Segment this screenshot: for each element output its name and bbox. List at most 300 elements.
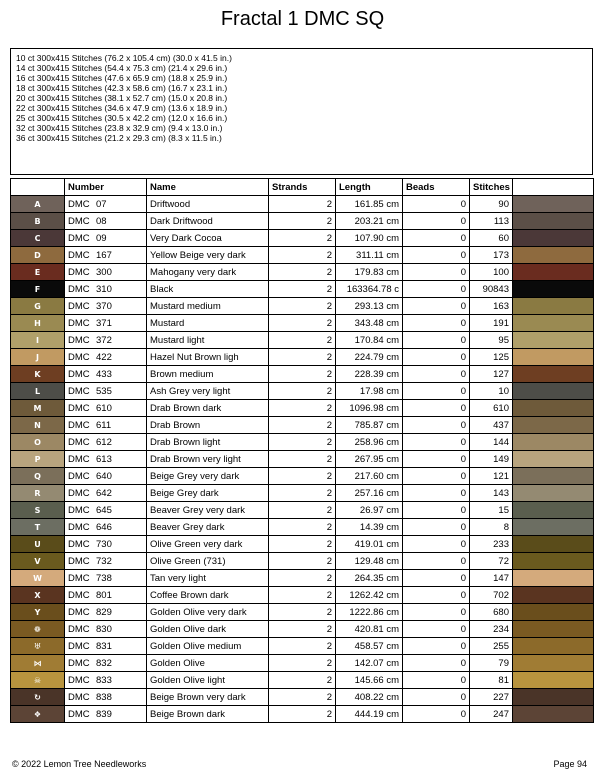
- thread-code: 839: [96, 708, 112, 720]
- beads-cell: 0: [403, 604, 470, 621]
- symbol-cell: U: [11, 536, 65, 553]
- thread-brand: DMC: [68, 436, 90, 448]
- thread-name-cell: Ash Grey very light: [147, 383, 269, 400]
- length-cell: 420.81 cm: [336, 621, 403, 638]
- table-row: [11, 468, 594, 485]
- beads-cell: 0: [403, 672, 470, 689]
- thread-brand: DMC: [68, 555, 90, 567]
- beads-cell: 0: [403, 570, 470, 587]
- beads-cell: 0: [403, 247, 470, 264]
- copyright-notice: © 2022 Lemon Tree Needleworks: [12, 759, 147, 769]
- strands-cell: 2: [269, 553, 336, 570]
- stitches-cell: 121: [470, 468, 513, 485]
- beads-cell: 0: [403, 196, 470, 213]
- strands-cell: 2: [269, 315, 336, 332]
- symbol-cell: H: [11, 315, 65, 332]
- thread-number-cell: [65, 587, 147, 604]
- color-swatch: [513, 264, 594, 281]
- thread-name-cell: Yellow Beige very dark: [147, 247, 269, 264]
- strands-cell: 2: [269, 281, 336, 298]
- thread-name-cell: Beaver Grey very dark: [147, 502, 269, 519]
- symbol-cell: P: [11, 451, 65, 468]
- table-row: [11, 502, 594, 519]
- thread-number-cell: [65, 451, 147, 468]
- thread-code: 732: [96, 555, 112, 567]
- thread-code: 613: [96, 453, 112, 465]
- thread-code: 09: [96, 232, 107, 244]
- length-cell: 257.16 cm: [336, 485, 403, 502]
- fabric-size-list: [10, 48, 593, 175]
- thread-code: 433: [96, 368, 112, 380]
- fabric-size-line: 36 ct 300x415 Stitches (21.2 x 29.3 cm) (8.3 x 11.5 in.): [16, 133, 222, 143]
- color-swatch: [513, 485, 594, 502]
- thread-code: 646: [96, 521, 112, 533]
- thread-code: 832: [96, 657, 112, 669]
- length-cell: 311.11 cm: [336, 247, 403, 264]
- symbol-cell: ❖: [11, 706, 65, 723]
- strands-cell: 2: [269, 332, 336, 349]
- thread-code: 610: [96, 402, 112, 414]
- stitches-cell: 72: [470, 553, 513, 570]
- symbol-cell: K: [11, 366, 65, 383]
- thread-code: 167: [96, 249, 112, 261]
- thread-name-cell: Beige Brown very dark: [147, 689, 269, 706]
- thread-name-cell: Beige Grey dark: [147, 485, 269, 502]
- table-row: [11, 281, 594, 298]
- table-row: [11, 655, 594, 672]
- symbol-cell: I: [11, 332, 65, 349]
- thread-number-cell: [65, 383, 147, 400]
- strands-cell: 2: [269, 672, 336, 689]
- stitches-cell: 81: [470, 672, 513, 689]
- thread-number-cell: [65, 689, 147, 706]
- fabric-size-line: 16 ct 300x415 Stitches (47.6 x 65.9 cm) (18.8 x 25.9 in.): [16, 73, 228, 83]
- thread-code: 300: [96, 266, 112, 278]
- thread-brand: DMC: [68, 419, 90, 431]
- thread-code: 372: [96, 334, 112, 346]
- beads-cell: 0: [403, 587, 470, 604]
- strands-cell: 2: [269, 638, 336, 655]
- beads-cell: 0: [403, 383, 470, 400]
- length-cell: 343.48 cm: [336, 315, 403, 332]
- fabric-size-line: 32 ct 300x415 Stitches (23.8 x 32.9 cm) (9.4 x 13.0 in.): [16, 123, 223, 133]
- thread-code: 371: [96, 317, 112, 329]
- strands-cell: 2: [269, 706, 336, 723]
- thread-number-cell: [65, 315, 147, 332]
- stitches-cell: 163: [470, 298, 513, 315]
- color-swatch: [513, 281, 594, 298]
- header-length: Length: [336, 179, 403, 196]
- beads-cell: 0: [403, 638, 470, 655]
- page-number: Page 94: [553, 759, 587, 769]
- length-cell: 264.35 cm: [336, 570, 403, 587]
- thread-brand: DMC: [68, 317, 90, 329]
- thread-number-cell: [65, 417, 147, 434]
- symbol-cell: G: [11, 298, 65, 315]
- thread-legend-table: [10, 178, 594, 723]
- thread-code: 831: [96, 640, 112, 652]
- strands-cell: 2: [269, 417, 336, 434]
- beads-cell: 0: [403, 298, 470, 315]
- thread-name-cell: Black: [147, 281, 269, 298]
- thread-brand: DMC: [68, 334, 90, 346]
- length-cell: 179.83 cm: [336, 264, 403, 281]
- header-stitches: Stitches: [470, 179, 513, 196]
- beads-cell: 0: [403, 689, 470, 706]
- table-row: [11, 519, 594, 536]
- table-header-row: [11, 179, 594, 196]
- stitches-cell: 127: [470, 366, 513, 383]
- thread-number-cell: [65, 468, 147, 485]
- color-swatch: [513, 315, 594, 332]
- fabric-size-line: 14 ct 300x415 Stitches (54.4 x 75.3 cm) (21.4 x 29.6 in.): [16, 63, 228, 73]
- table-row: [11, 383, 594, 400]
- color-swatch: [513, 213, 594, 230]
- color-swatch: [513, 417, 594, 434]
- thread-name-cell: Mustard medium: [147, 298, 269, 315]
- length-cell: 163364.78 c: [336, 281, 403, 298]
- beads-cell: 0: [403, 417, 470, 434]
- beads-cell: 0: [403, 485, 470, 502]
- thread-number-cell: [65, 264, 147, 281]
- header-name: Name: [147, 179, 269, 196]
- beads-cell: 0: [403, 434, 470, 451]
- color-swatch: [513, 196, 594, 213]
- thread-name-cell: Tan very light: [147, 570, 269, 587]
- color-swatch: [513, 655, 594, 672]
- color-swatch: [513, 638, 594, 655]
- thread-code: 730: [96, 538, 112, 550]
- thread-name-cell: Golden Olive very dark: [147, 604, 269, 621]
- thread-brand: DMC: [68, 691, 90, 703]
- thread-brand: DMC: [68, 368, 90, 380]
- thread-code: 612: [96, 436, 112, 448]
- table-row: [11, 213, 594, 230]
- thread-name-cell: Beige Grey very dark: [147, 468, 269, 485]
- thread-number-cell: [65, 332, 147, 349]
- thread-brand: DMC: [68, 521, 90, 533]
- length-cell: 267.95 cm: [336, 451, 403, 468]
- thread-brand: DMC: [68, 487, 90, 499]
- strands-cell: 2: [269, 604, 336, 621]
- thread-brand: DMC: [68, 385, 90, 397]
- strands-cell: 2: [269, 570, 336, 587]
- thread-brand: DMC: [68, 606, 90, 618]
- thread-brand: DMC: [68, 470, 90, 482]
- length-cell: 161.85 cm: [336, 196, 403, 213]
- stitches-cell: 233: [470, 536, 513, 553]
- stitches-cell: 60: [470, 230, 513, 247]
- length-cell: 293.13 cm: [336, 298, 403, 315]
- thread-name-cell: Golden Olive medium: [147, 638, 269, 655]
- strands-cell: 2: [269, 298, 336, 315]
- thread-number-cell: [65, 655, 147, 672]
- symbol-cell: ⋈: [11, 655, 65, 672]
- table-row: [11, 230, 594, 247]
- stitches-cell: 149: [470, 451, 513, 468]
- thread-number-cell: [65, 621, 147, 638]
- stitches-cell: 90: [470, 196, 513, 213]
- thread-brand: DMC: [68, 504, 90, 516]
- stitches-cell: 255: [470, 638, 513, 655]
- thread-code: 738: [96, 572, 112, 584]
- fabric-size-line: 25 ct 300x415 Stitches (30.5 x 42.2 cm) (12.0 x 16.6 in.): [16, 113, 228, 123]
- length-cell: 458.57 cm: [336, 638, 403, 655]
- table-row: [11, 451, 594, 468]
- thread-number-cell: [65, 553, 147, 570]
- stitches-cell: 125: [470, 349, 513, 366]
- strands-cell: 2: [269, 434, 336, 451]
- table-row: [11, 349, 594, 366]
- thread-brand: DMC: [68, 266, 90, 278]
- thread-name-cell: Beaver Grey dark: [147, 519, 269, 536]
- color-swatch: [513, 247, 594, 264]
- fabric-size-line: 10 ct 300x415 Stitches (76.2 x 105.4 cm) (30.0 x 41.5 in.): [16, 53, 232, 63]
- thread-brand: DMC: [68, 572, 90, 584]
- beads-cell: 0: [403, 519, 470, 536]
- color-swatch: [513, 604, 594, 621]
- symbol-cell: S: [11, 502, 65, 519]
- beads-cell: 0: [403, 366, 470, 383]
- symbol-cell: L: [11, 383, 65, 400]
- length-cell: 107.90 cm: [336, 230, 403, 247]
- thread-number-cell: [65, 247, 147, 264]
- thread-brand: DMC: [68, 198, 90, 210]
- symbol-cell: ♅: [11, 638, 65, 655]
- thread-brand: DMC: [68, 453, 90, 465]
- strands-cell: 2: [269, 400, 336, 417]
- thread-name-cell: Golden Olive light: [147, 672, 269, 689]
- stitches-cell: 173: [470, 247, 513, 264]
- thread-code: 640: [96, 470, 112, 482]
- strands-cell: 2: [269, 519, 336, 536]
- table-row: [11, 264, 594, 281]
- symbol-cell: J: [11, 349, 65, 366]
- length-cell: 14.39 cm: [336, 519, 403, 536]
- thread-code: 310: [96, 283, 112, 295]
- thread-number-cell: [65, 349, 147, 366]
- thread-brand: DMC: [68, 657, 90, 669]
- strands-cell: 2: [269, 213, 336, 230]
- table-row: [11, 366, 594, 383]
- beads-cell: 0: [403, 213, 470, 230]
- color-swatch: [513, 383, 594, 400]
- thread-name-cell: Drab Brown light: [147, 434, 269, 451]
- stitches-cell: 113: [470, 213, 513, 230]
- beads-cell: 0: [403, 349, 470, 366]
- beads-cell: 0: [403, 264, 470, 281]
- symbol-cell: V: [11, 553, 65, 570]
- strands-cell: 2: [269, 621, 336, 638]
- thread-number-cell: [65, 213, 147, 230]
- fabric-size-line: 22 ct 300x415 Stitches (34.6 x 47.9 cm) (13.6 x 18.9 in.): [16, 103, 228, 113]
- thread-brand: DMC: [68, 402, 90, 414]
- thread-brand: DMC: [68, 249, 90, 261]
- symbol-cell: D: [11, 247, 65, 264]
- length-cell: 1096.98 cm: [336, 400, 403, 417]
- color-swatch: [513, 451, 594, 468]
- length-cell: 408.22 cm: [336, 689, 403, 706]
- thread-number-cell: [65, 400, 147, 417]
- color-swatch: [513, 621, 594, 638]
- symbol-cell: Y: [11, 604, 65, 621]
- color-swatch: [513, 434, 594, 451]
- symbol-cell: C: [11, 230, 65, 247]
- thread-name-cell: Golden Olive dark: [147, 621, 269, 638]
- table-row: [11, 247, 594, 264]
- strands-cell: 2: [269, 264, 336, 281]
- table-row: [11, 604, 594, 621]
- table-row: [11, 672, 594, 689]
- thread-brand: DMC: [68, 538, 90, 550]
- thread-code: 642: [96, 487, 112, 499]
- thread-code: 838: [96, 691, 112, 703]
- header-strands: Strands: [269, 179, 336, 196]
- length-cell: 129.48 cm: [336, 553, 403, 570]
- beads-cell: 0: [403, 553, 470, 570]
- thread-code: 370: [96, 300, 112, 312]
- stitches-cell: 680: [470, 604, 513, 621]
- stitches-cell: 8: [470, 519, 513, 536]
- fabric-size-line: 20 ct 300x415 Stitches (38.1 x 52.7 cm) (15.0 x 20.8 in.): [16, 93, 228, 103]
- fabric-size-line: 18 ct 300x415 Stitches (42.3 x 58.6 cm) (16.7 x 23.1 in.): [16, 83, 228, 93]
- strands-cell: 2: [269, 689, 336, 706]
- thread-number-cell: [65, 298, 147, 315]
- thread-name-cell: Drab Brown very light: [147, 451, 269, 468]
- thread-brand: DMC: [68, 351, 90, 363]
- thread-name-cell: Beige Brown dark: [147, 706, 269, 723]
- thread-number-cell: [65, 485, 147, 502]
- color-swatch: [513, 570, 594, 587]
- stitches-cell: 95: [470, 332, 513, 349]
- strands-cell: 2: [269, 366, 336, 383]
- length-cell: 785.87 cm: [336, 417, 403, 434]
- symbol-cell: ☠: [11, 672, 65, 689]
- symbol-cell: E: [11, 264, 65, 281]
- table-row: [11, 298, 594, 315]
- table-row: [11, 587, 594, 604]
- thread-number-cell: [65, 672, 147, 689]
- thread-brand: DMC: [68, 300, 90, 312]
- thread-code: 829: [96, 606, 112, 618]
- thread-code: 611: [96, 419, 112, 431]
- beads-cell: 0: [403, 655, 470, 672]
- symbol-cell: A: [11, 196, 65, 213]
- color-swatch: [513, 400, 594, 417]
- thread-name-cell: Olive Green very dark: [147, 536, 269, 553]
- stitches-cell: 100: [470, 264, 513, 281]
- color-swatch: [513, 519, 594, 536]
- strands-cell: 2: [269, 230, 336, 247]
- length-cell: 1262.42 cm: [336, 587, 403, 604]
- stitches-cell: 90843: [470, 281, 513, 298]
- table-row: [11, 485, 594, 502]
- thread-code: 422: [96, 351, 112, 363]
- length-cell: 17.98 cm: [336, 383, 403, 400]
- page-title: Fractal 1 DMC SQ: [220, 8, 385, 30]
- thread-code: 830: [96, 623, 112, 635]
- table-row: [11, 332, 594, 349]
- length-cell: 142.07 cm: [336, 655, 403, 672]
- table-row: [11, 638, 594, 655]
- length-cell: 26.97 cm: [336, 502, 403, 519]
- header-number: Number: [65, 179, 147, 196]
- thread-name-cell: Dark Driftwood: [147, 213, 269, 230]
- thread-name-cell: Coffee Brown dark: [147, 587, 269, 604]
- thread-name-cell: Very Dark Cocoa: [147, 230, 269, 247]
- thread-number-cell: [65, 706, 147, 723]
- strands-cell: 2: [269, 587, 336, 604]
- thread-number-cell: [65, 281, 147, 298]
- strands-cell: 2: [269, 247, 336, 264]
- table-row: [11, 434, 594, 451]
- color-swatch: [513, 706, 594, 723]
- thread-code: 801: [96, 589, 112, 601]
- thread-number-cell: [65, 536, 147, 553]
- thread-number-cell: [65, 502, 147, 519]
- symbol-cell: X: [11, 587, 65, 604]
- thread-code: 645: [96, 504, 112, 516]
- table-row: [11, 196, 594, 213]
- thread-name-cell: Olive Green (731): [147, 553, 269, 570]
- thread-brand: DMC: [68, 232, 90, 244]
- color-swatch: [513, 587, 594, 604]
- thread-brand: DMC: [68, 589, 90, 601]
- symbol-cell: F: [11, 281, 65, 298]
- stitches-cell: 147: [470, 570, 513, 587]
- length-cell: 170.84 cm: [336, 332, 403, 349]
- thread-name-cell: Mahogany very dark: [147, 264, 269, 281]
- stitches-cell: 79: [470, 655, 513, 672]
- table-row: [11, 570, 594, 587]
- strands-cell: 2: [269, 468, 336, 485]
- thread-name-cell: Mustard light: [147, 332, 269, 349]
- symbol-cell: N: [11, 417, 65, 434]
- length-cell: 419.01 cm: [336, 536, 403, 553]
- strands-cell: 2: [269, 383, 336, 400]
- table-row: [11, 417, 594, 434]
- stitches-cell: 702: [470, 587, 513, 604]
- beads-cell: 0: [403, 332, 470, 349]
- beads-cell: 0: [403, 451, 470, 468]
- thread-name-cell: Hazel Nut Brown ligh: [147, 349, 269, 366]
- symbol-cell: B: [11, 213, 65, 230]
- thread-brand: DMC: [68, 623, 90, 635]
- color-swatch: [513, 672, 594, 689]
- stitches-cell: 191: [470, 315, 513, 332]
- thread-number-cell: [65, 519, 147, 536]
- table-row: [11, 315, 594, 332]
- symbol-cell: Q: [11, 468, 65, 485]
- thread-name-cell: Drab Brown dark: [147, 400, 269, 417]
- stitches-cell: 234: [470, 621, 513, 638]
- thread-name-cell: Drab Brown: [147, 417, 269, 434]
- thread-code: 535: [96, 385, 112, 397]
- thread-code: 07: [96, 198, 107, 210]
- thread-brand: DMC: [68, 215, 90, 227]
- length-cell: 203.21 cm: [336, 213, 403, 230]
- symbol-cell: O: [11, 434, 65, 451]
- beads-cell: 0: [403, 281, 470, 298]
- thread-name-cell: Golden Olive: [147, 655, 269, 672]
- thread-code: 833: [96, 674, 112, 686]
- length-cell: 258.96 cm: [336, 434, 403, 451]
- beads-cell: 0: [403, 536, 470, 553]
- table-row: [11, 621, 594, 638]
- thread-brand: DMC: [68, 640, 90, 652]
- stitches-cell: 144: [470, 434, 513, 451]
- color-swatch: [513, 298, 594, 315]
